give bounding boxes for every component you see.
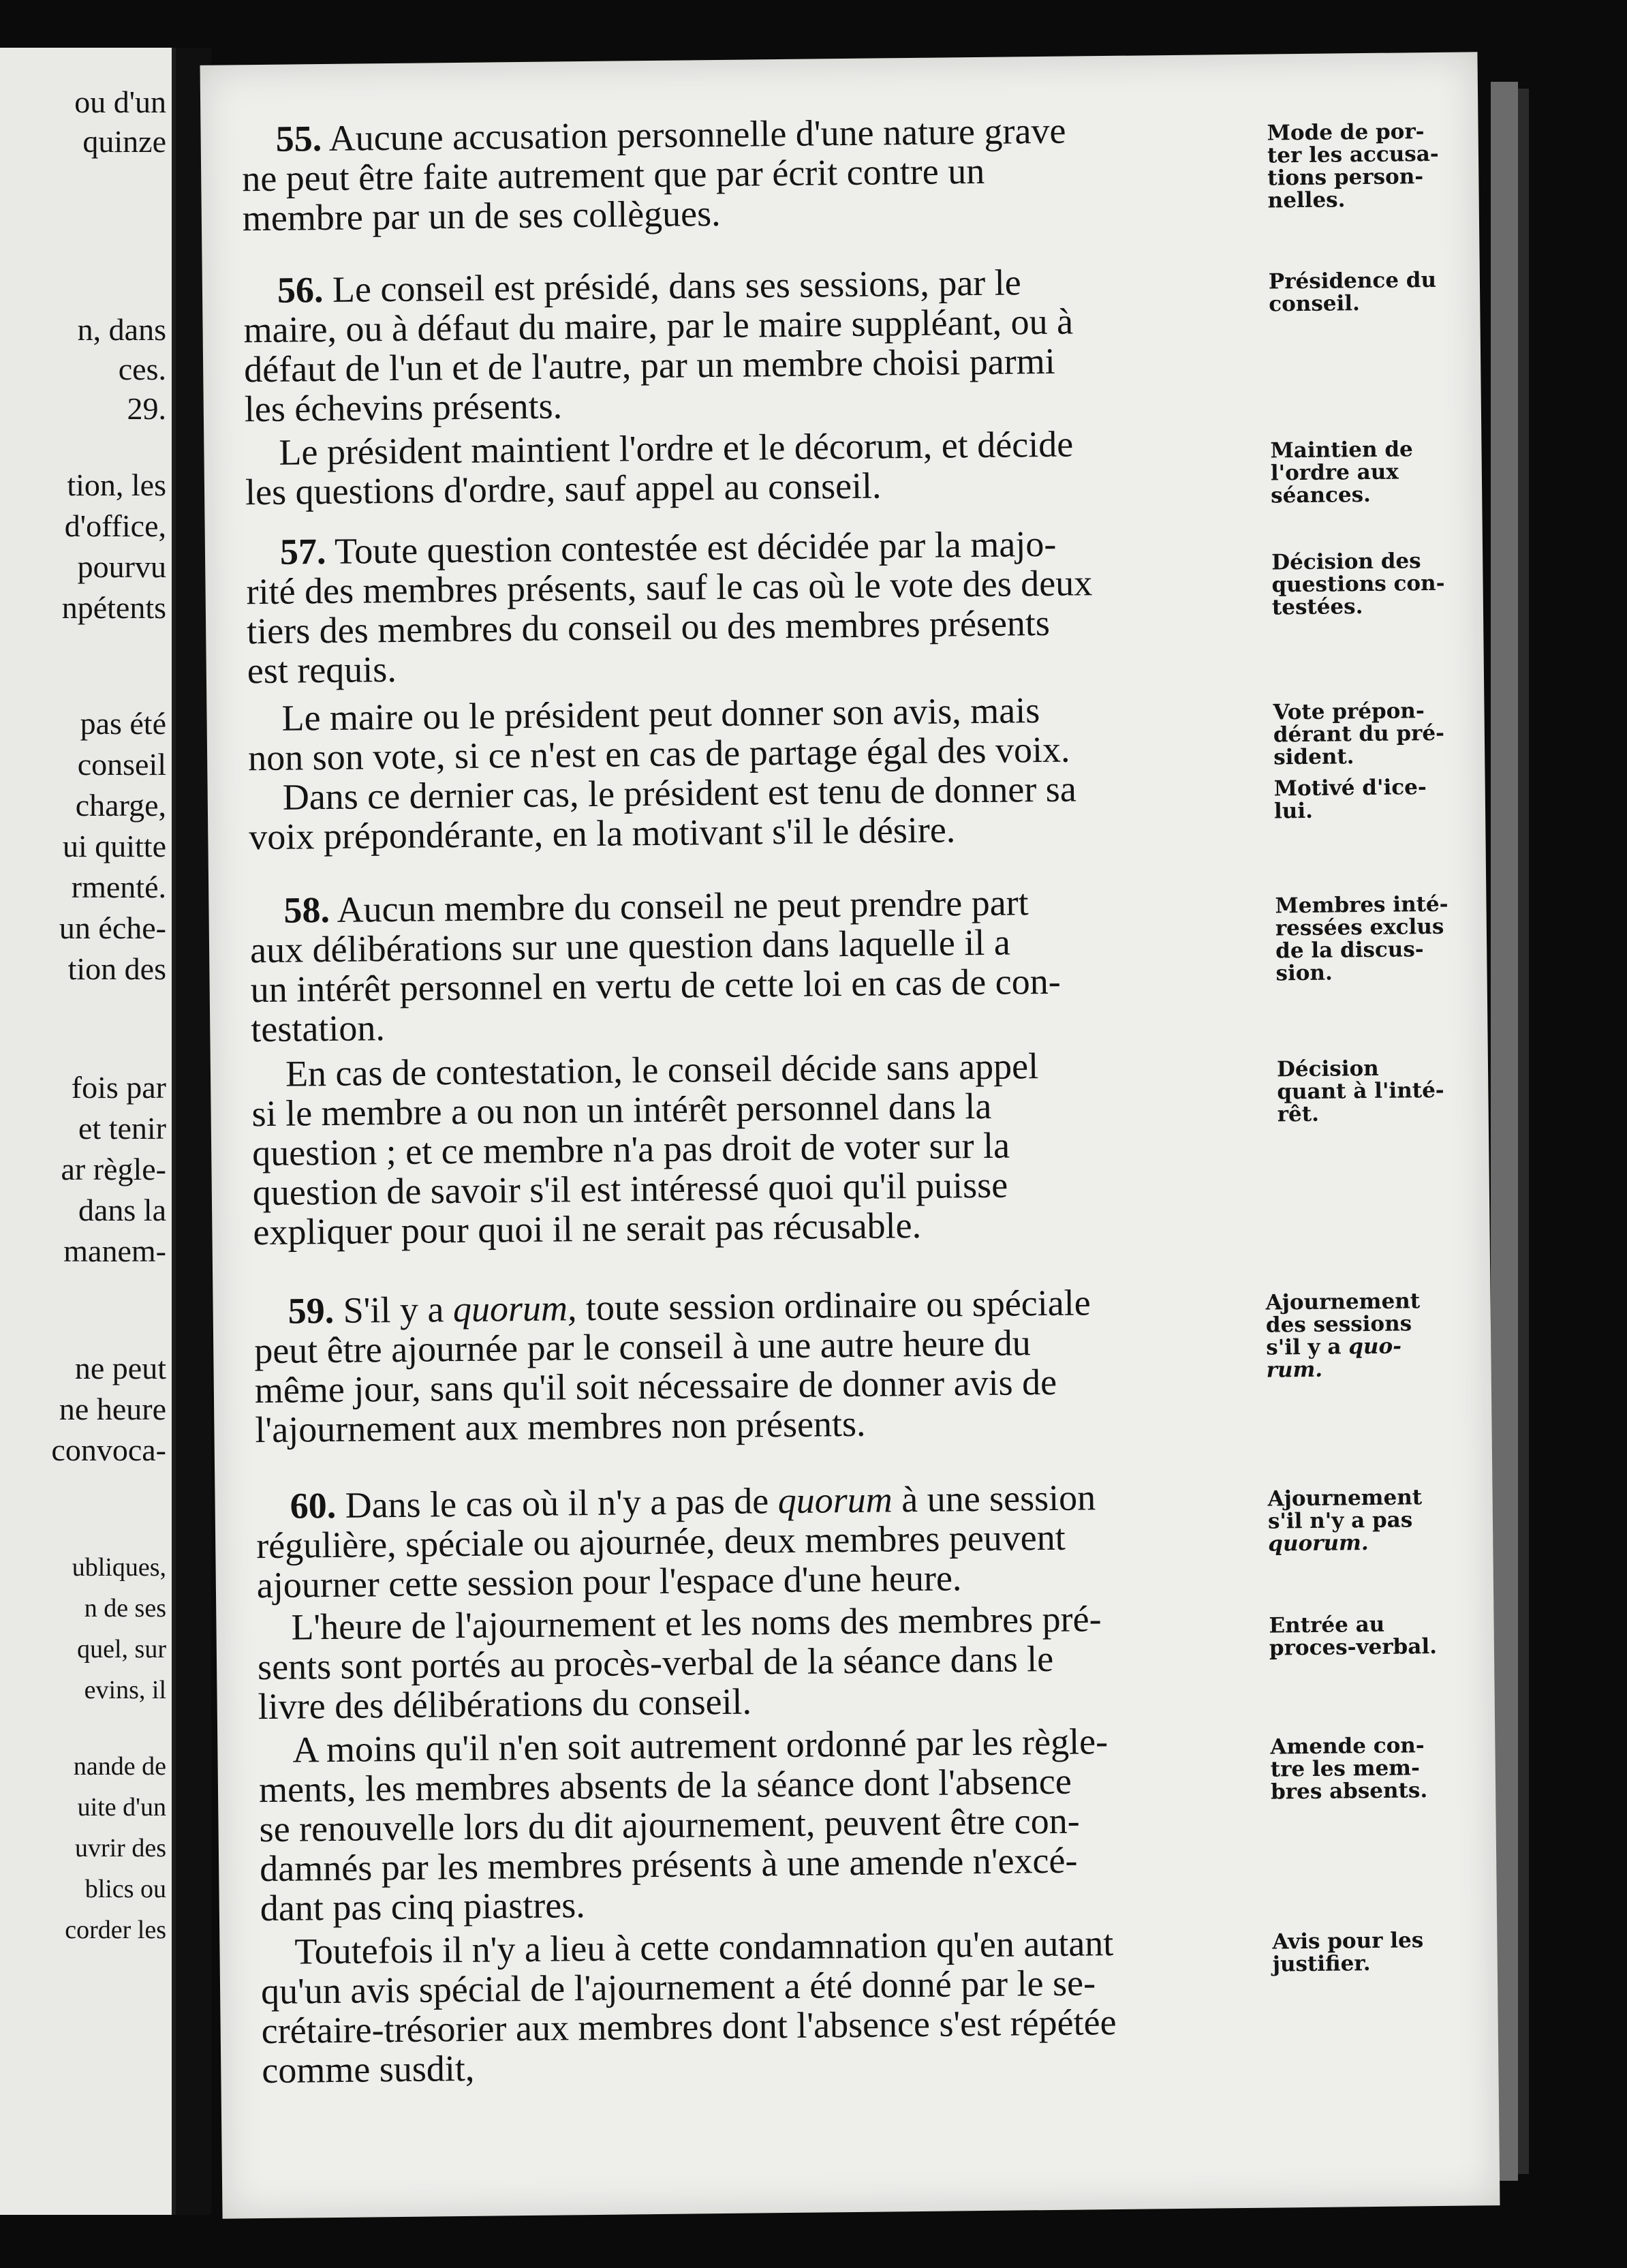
article-line: les échevins présents.: [244, 385, 563, 430]
article-line: dant pas cinq piastres.: [260, 1884, 586, 1929]
article-line: voix prépondérante, en la motivant s'il le désire.: [249, 809, 956, 858]
prev-text-fragment: uite d'un: [77, 1793, 166, 1822]
prev-text-fragment: pourvu: [77, 549, 166, 584]
prev-text-fragment: nande de: [73, 1752, 166, 1781]
article-line: L'heure de l'ajournement et les noms des membres pré-: [291, 1598, 1102, 1648]
article-line: aux délibérations sur une question dans laquelle il a: [249, 921, 1011, 971]
book-page: [200, 52, 1500, 2218]
article-line: 59. S'il y a quorum, toute session ordinaire ou spéciale: [288, 1282, 1091, 1332]
prev-text-fragment: d'office,: [64, 508, 166, 543]
article-line: tiers des membres du conseil ou des membres présents: [246, 602, 1051, 652]
article-number: 57.: [279, 531, 326, 572]
article-line: se renouvelle lors du dit ajournement, peuvent être con-: [259, 1800, 1080, 1850]
article-line: 58. Aucun membre du conseil ne peut prendre part: [283, 882, 1029, 931]
article-line: expliquer pour quoi il ne serait pas récusable.: [253, 1204, 922, 1253]
article-line: crétaire-trésorier aux membres dont l'absence s'est répétée: [261, 2001, 1117, 2052]
prev-text-fragment: conseil: [77, 747, 166, 782]
prev-text-fragment: ou d'un: [74, 85, 166, 119]
prev-text-fragment: manem-: [63, 1233, 166, 1268]
article-line: les questions d'ordre, sauf appel au conseil.: [245, 465, 882, 513]
prev-text-fragment: 29.: [127, 391, 166, 426]
margin-note: Vote prépon- dérant du pré- sident.: [1273, 699, 1445, 770]
article-line: régulière, spéciale ou ajournée, deux membres peuvent: [255, 1516, 1066, 1567]
prev-text-fragment: corder les: [65, 1916, 166, 1944]
article-line: damnés par les membres présents à une amende n'excé-: [259, 1839, 1078, 1890]
article-line: Dans ce dernier cas, le président est tenu de donner sa: [282, 768, 1077, 818]
article-line: si le membre a ou non un intérêt personnel dans la: [251, 1085, 992, 1135]
margin-note: Entrée au proces-verbal.: [1269, 1612, 1438, 1661]
prev-text-fragment: blics ou: [84, 1875, 166, 1903]
article-line: A moins qu'il n'en soit autrement ordonné par les règle-: [292, 1721, 1109, 1771]
margin-note: Maintien de l'ordre aux séances.: [1270, 437, 1413, 508]
article-line: membre par un de ses collègues.: [242, 192, 721, 239]
article-line: un intérêt personnel en vertu de cette loi en cas de con-: [250, 960, 1061, 1011]
article-line: 57. Toute question contestée est décidée par la majo-: [279, 523, 1057, 572]
article-line: Toutefois il n'y a lieu à cette condamnation qu'en autant: [294, 1922, 1114, 1972]
prev-text-fragment: ne heure: [59, 1392, 166, 1426]
prev-text-fragment: n, dans: [77, 312, 166, 347]
prev-text-fragment: ubliques,: [72, 1553, 166, 1582]
article-line: comme susdit,: [262, 2047, 475, 2091]
article-line: 55. Aucune accusation personnelle d'une nature grave: [275, 110, 1066, 159]
prev-text-fragment: npétents: [61, 590, 166, 625]
article-line: sents sont portés au procès-verbal de la séance dans le: [257, 1638, 1054, 1688]
article-line: testation.: [251, 1007, 386, 1050]
article-number: 55.: [275, 118, 322, 159]
page-stack-shadow: [1518, 89, 1529, 2174]
prev-text-fragment: tion, les: [67, 468, 166, 502]
article-number: 56.: [277, 269, 324, 311]
prev-text-fragment: n de ses: [84, 1594, 166, 1623]
prev-text-fragment: ces.: [118, 352, 166, 386]
article-number: 60.: [290, 1484, 337, 1527]
prev-text-fragment: rmenté.: [71, 870, 166, 904]
prev-text-fragment: dans la: [78, 1193, 166, 1227]
margin-note: Mode de por- ter les accusa- tions person- nelles.: [1267, 119, 1439, 213]
margin-note: Décision des questions con- testées.: [1271, 549, 1445, 620]
prev-text-fragment: ar règle-: [61, 1152, 166, 1186]
margin-note: Ajournement des sessions s'il y a quo- rum.: [1265, 1289, 1421, 1383]
article-line: 56. Le conseil est présidé, dans ses sessions, par le: [277, 262, 1021, 311]
article-line: non son vote, si ce n'est en cas de partage égal des voix.: [247, 729, 1070, 779]
prev-text-fragment: convoca-: [51, 1432, 166, 1467]
margin-note: Présidence du conseil.: [1268, 267, 1437, 317]
margin-note: Motivé d'ice- lui.: [1273, 775, 1427, 824]
article-line: ne peut être faite autrement que par écrit contre un: [241, 150, 985, 200]
article-line: ajourner cette session pour l'espace d'une heure.: [256, 1557, 962, 1606]
article-line: question de savoir s'il est intéressé quoi qu'il puisse: [252, 1164, 1008, 1214]
margin-note: Ajournement s'il n'y a pas quorum.: [1267, 1485, 1423, 1557]
prev-text-fragment: fois par: [71, 1070, 166, 1105]
article-line: défaut de l'un et de l'autre, par un membre choisi parmi: [243, 340, 1055, 390]
margin-note: Membres inté- ressées exclus de la discus- sion.: [1275, 891, 1448, 986]
margin-note: Avis pour les justifier.: [1272, 1928, 1424, 1977]
prev-text-fragment: evins, il: [84, 1676, 166, 1704]
article-line: En cas de contestation, le conseil décide sans appel: [285, 1045, 1039, 1094]
prev-text-fragment: quinze: [82, 124, 166, 159]
article-number: 59.: [288, 1289, 335, 1332]
article-line: maire, ou à défaut du maire, par le maire suppléant, ou à: [243, 301, 1074, 351]
margin-note: Amende con- tre les mem- bres absents.: [1270, 1733, 1428, 1805]
article-line: est requis.: [247, 648, 397, 692]
article-line: 60. Dans le cas où il n'y a pas de quorum à une session: [290, 1477, 1096, 1527]
article-line: rité des membres présents, sauf le cas où le vote des deux: [246, 562, 1093, 613]
prev-text-fragment: tion des: [67, 951, 166, 986]
article-line: même jour, sans qu'il soit nécessaire de donner avis de: [254, 1361, 1057, 1411]
article-line: livre des délibérations du conseil.: [258, 1681, 752, 1728]
prev-text-fragment: un éche-: [59, 910, 166, 945]
article-line: Le maire ou le président peut donner son avis, mais: [281, 690, 1040, 739]
margin-note: Décision quant à l'inté- rêt.: [1276, 1056, 1444, 1127]
prev-text-fragment: et tenir: [78, 1111, 166, 1146]
article-line: question ; et ce membre n'a pas droit de voter sur la: [251, 1124, 1010, 1174]
article-line: l'ajournement aux membres non présents.: [255, 1403, 866, 1451]
prev-text-fragment: quel, sur: [77, 1635, 166, 1664]
prev-text-fragment: ne peut: [74, 1351, 166, 1385]
article-number: 58.: [283, 889, 330, 931]
prev-text-fragment: pas été: [80, 706, 166, 741]
prev-text-fragment: uvrir des: [74, 1834, 166, 1863]
previous-page: [0, 48, 176, 2215]
article-line: qu'un avis spécial de l'ajournement a été donné par le se-: [260, 1962, 1096, 2012]
article-line: peut être ajournée par le conseil à une autre heure du: [253, 1322, 1031, 1372]
prev-text-fragment: charge,: [75, 788, 166, 823]
article-line: Le président maintient l'ordre et le décorum, et décide: [279, 423, 1074, 473]
article-line: ments, les membres absents de la séance dont l'absence: [258, 1760, 1072, 1811]
prev-text-fragment: ui quitte: [62, 829, 166, 863]
